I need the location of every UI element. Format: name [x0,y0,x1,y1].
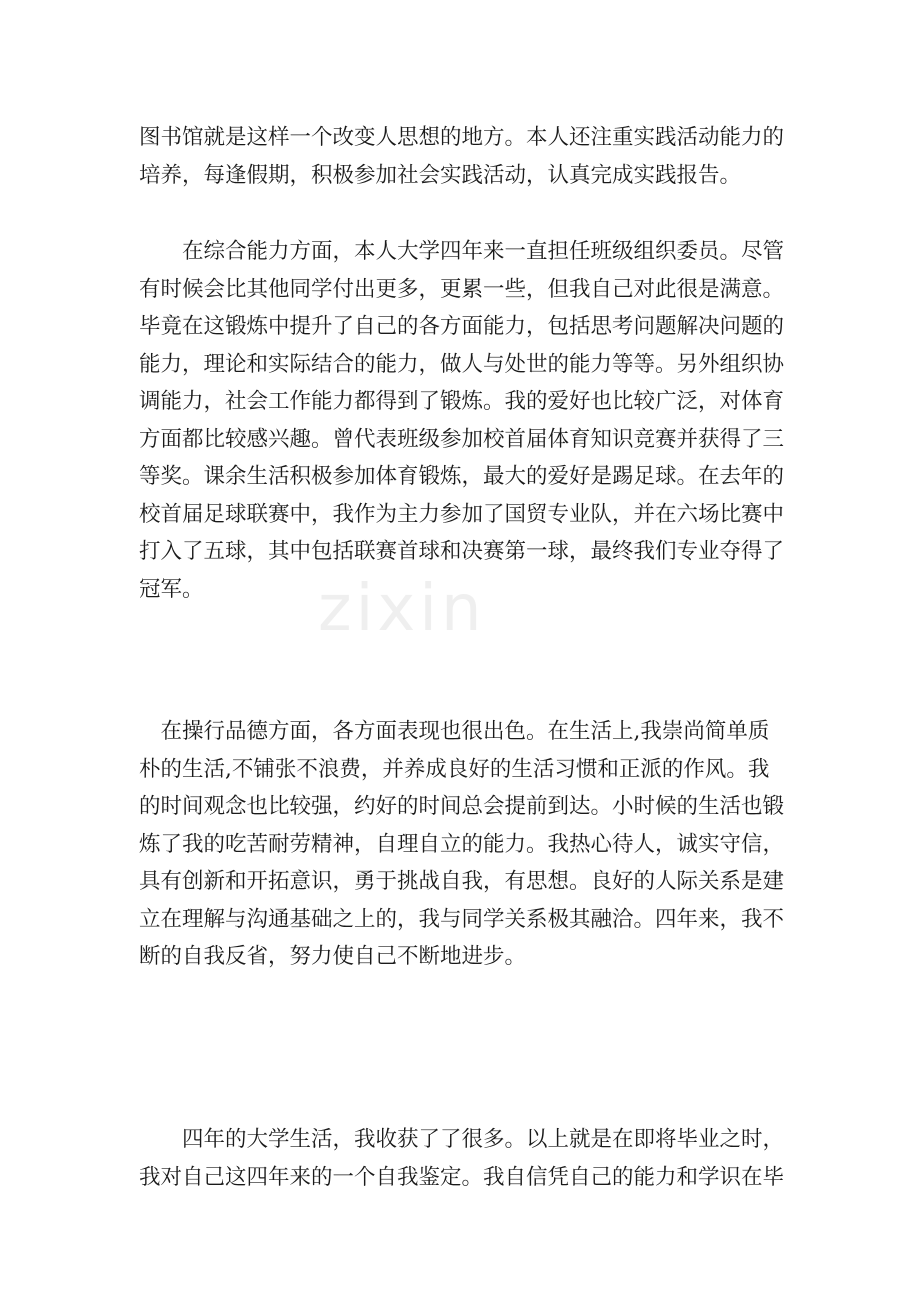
text-line: 方面都比较感兴趣。曾代表班级参加校首届体育知识竞赛并获得了三 [139,426,785,452]
text-line: 校首届足球联赛中，我作为主力参加了国贸专业队，并在六场比赛中 [139,501,785,527]
text-line: 打入了五球，其中包括联赛首球和决赛第一球，最终我们专业夺得了 [139,539,785,564]
text-line: 我对自己这四年来的一个自我鉴定。我自信凭自己的能力和学识在毕 [139,1164,785,1190]
text-line: 的时间观念也比较强，约好的时间总会提前到达。小时候的生活也锻 [139,794,785,819]
text-line: 图书馆就是这样一个改变人思想的地方。本人还注重实践活动能力的 [139,125,785,150]
paragraph-moral-conduct [139,713,789,976]
text-line: 在操行品德方面，各方面表现也很出色。在生活上,我崇尚简单质 [139,719,770,744]
text-line: 等奖。课余生活积极参加体育锻炼，最大的爱好是踢足球。在去年的 [139,464,785,489]
watermark: zixin [318,572,486,646]
text-line: 具有创新和开拓意识，勇于挑战自我，有思想。良好的人际关系是建 [139,869,785,894]
text-line: 能力，理论和实际结合的能力，做人与处世的能力等等。另外组织协 [139,351,785,377]
paragraph-library-practice [139,119,789,194]
text-line: 毕竟在这锻炼中提升了自己的各方面能力，包括思考问题解决问题的 [139,314,785,339]
text-line: 冠军。 [139,576,204,602]
text-line: 朴的生活,不铺张不浪费，并养成良好的生活习惯和正派的作风。我 [139,756,770,782]
paragraph-comprehensive-ability [139,233,789,608]
text-line: 炼了我的吃苦耐劳精神，自理自立的能力。我热心待人，诚实守信， [139,831,785,857]
text-line: 培养，每逢假期，积极参加社会实践活动，认真完成实践报告。 [139,162,742,188]
text-line: 四年的大学生活，我收获了了很多。以上就是在即将毕业之时， [139,1127,785,1152]
text-line: 有时候会比其他同学付出更多，更累一些，但我自己对此很是满意。 [139,276,785,302]
text-line: 立在理解与沟通基础之上的，我与同学关系极其融洽。四年来，我不 [139,906,785,932]
text-line: 调能力，社会工作能力都得到了锻炼。我的爱好也比较广泛，对体育 [139,389,785,414]
paragraph-conclusion [139,1121,789,1196]
text-line: 在综合能力方面，本人大学四年来一直担任班级组织委员。尽管 [139,239,785,264]
text-line: 断的自我反省，努力使自己不断地进步。 [139,944,527,969]
